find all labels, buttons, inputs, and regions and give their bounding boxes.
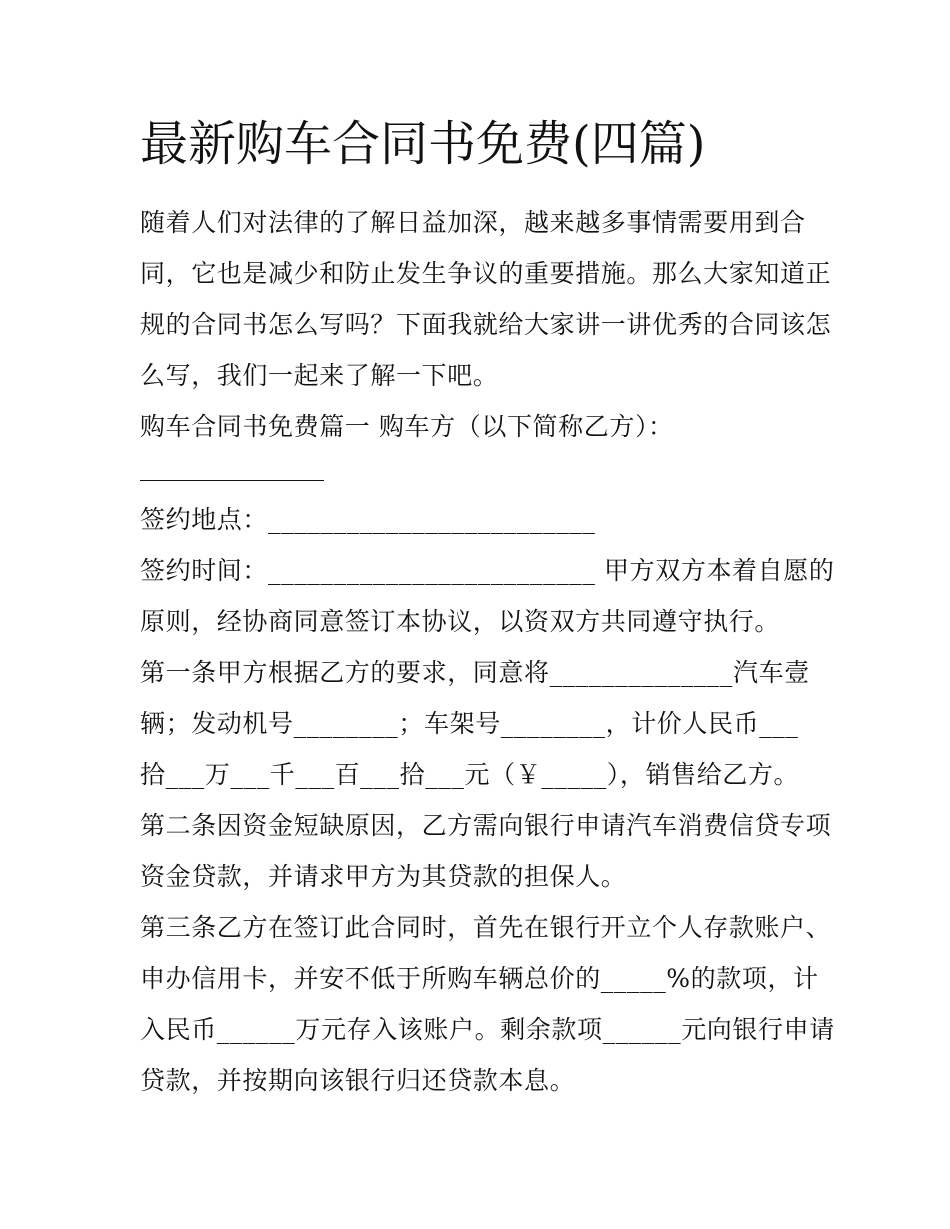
clause-line: 拾___万___千___百___拾___元（￥_____），销售给乙方。 (140, 760, 800, 789)
clause-line: 第二条因资金短缺原因，乙方需向银行申请汽车消费信贷专项 (140, 811, 832, 840)
clause-line: 第三条乙方在签订此合同时，首先在银行开立个人存款账户、 (140, 913, 832, 942)
paragraph-line: 原则，经协商同意签订本协议，以资双方共同遵守执行。 (140, 607, 781, 636)
clause-line: 申办信用卡，并安不低于所购车辆总价的_____%的款项，计 (140, 964, 819, 993)
signing-place-line: 签约地点：_________________________ (140, 505, 596, 534)
clause-line: 入民币______万元存入该账户。剩余款项______元向银行申请 (140, 1015, 835, 1044)
signing-time-line: 签约时间：_________________________ 甲方双方本着自愿的 (140, 556, 835, 585)
clause-line: 辆；发动机号________；车架号________，计价人民币___ (140, 709, 799, 738)
paragraph-line: 么写，我们一起来了解一下吧。 (140, 361, 499, 390)
paragraph-line: 同，它也是减少和防止发生争议的重要措施。那么大家知道正 (140, 259, 832, 288)
paragraph-line: 随着人们对法律的了解日益加深，越来越多事情需要用到合 (140, 208, 806, 237)
clause-line: 贷款，并按期向该银行归还贷款本息。 (140, 1066, 576, 1095)
document-title: 最新购车合同书免费(四篇) (140, 116, 706, 172)
clause-line: 第一条甲方根据乙方的要求，同意将______________汽车壹 (140, 658, 810, 687)
section-heading-line: 购车合同书免费篇一 购车方（以下简称乙方）： (140, 412, 674, 441)
blank-fill-line (140, 480, 324, 481)
paragraph-line: 规的合同书怎么写吗？下面我就给大家讲一讲优秀的合同该怎 (140, 310, 832, 339)
clause-line: 资金贷款，并请求甲方为其贷款的担保人。 (140, 862, 627, 891)
